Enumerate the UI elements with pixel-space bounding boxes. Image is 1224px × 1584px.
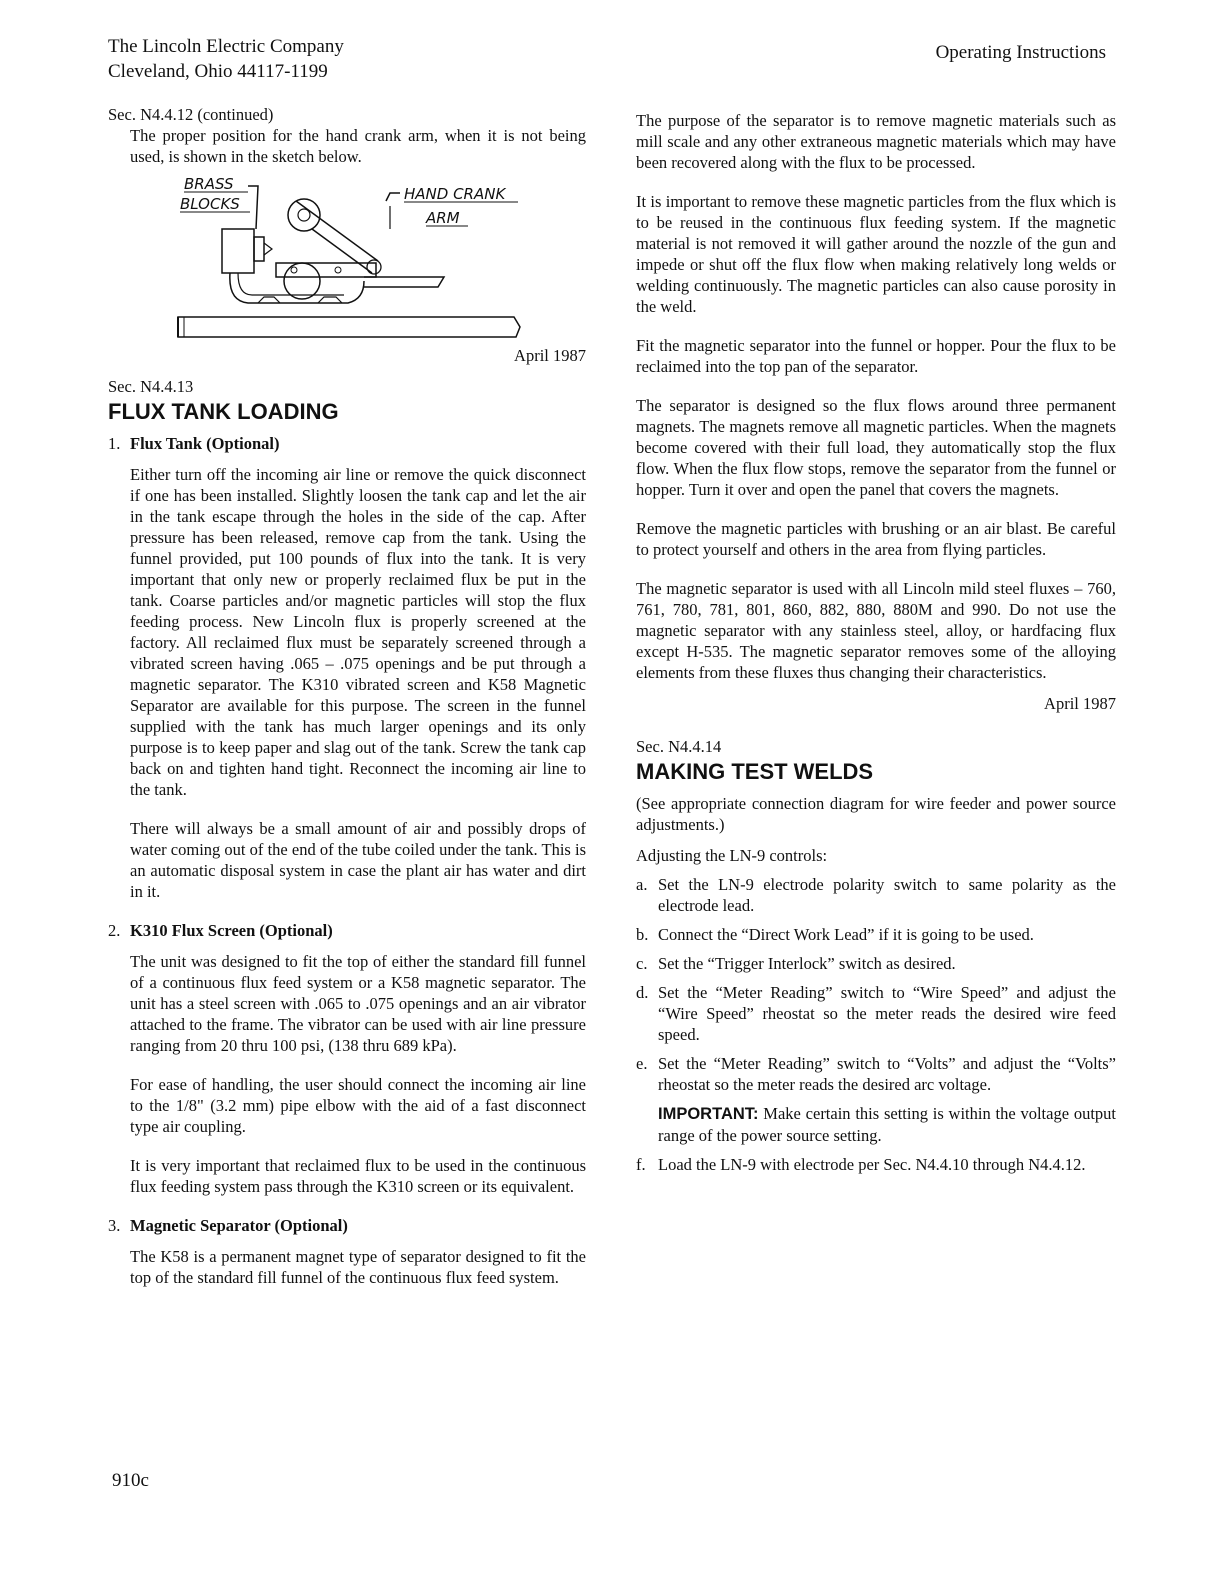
step-a-text: Set the LN-9 electrode polarity switch to same polarity as the electrode lead. — [658, 875, 1116, 915]
step-b-label: b. — [636, 925, 649, 944]
item-1-title: Flux Tank (Optional) — [130, 434, 280, 453]
item-1-number: 1. — [108, 434, 121, 453]
step-d-text: Set the “Meter Reading” switch to “Wire Speed” and adjust the “Wire Speed” rheostat so the meter reads the desired wire feed speed. — [658, 983, 1116, 1044]
item-k310-screen — [108, 920, 586, 941]
fit-separator-paragraph: Fit the magnetic separator into the funnel or hopper. Pour the flux to be reclaimed into the top pan of the separator. — [636, 336, 1116, 376]
step-d — [636, 982, 1116, 1045]
item-3-title: Magnetic Separator (Optional) — [130, 1216, 348, 1235]
step-b — [636, 924, 1116, 945]
item-2-number: 2. — [108, 921, 121, 940]
sketch-label-hand-crank: HAND CRANK — [404, 185, 506, 203]
step-e-label: e. — [636, 1054, 648, 1073]
important-text: Make certain this setting is within the voltage output range of the power source setting. — [658, 1104, 1116, 1145]
company-address: Cleveland, Ohio 44117-1199 — [108, 61, 328, 82]
step-f-text: Load the LN-9 with electrode per Sec. N4.4.10 through N4.4.12. — [658, 1155, 1086, 1174]
section-continued-label: Sec. N4.4.12 (continued) — [108, 105, 274, 124]
k310-paragraph-1: The unit was designed to fit the top of either the standard fill funnel of a continuous flux feed system or a K58 magnetic separator. The unit has a steel screen with .065 to .075 openings and an air vibrator attached to the frame. The vibrator can be used with air line pressure ranging from 20 thru 100 psi, (138 thru 689 kPa). — [130, 952, 586, 1055]
step-c — [636, 953, 1116, 974]
section-n4-4-14-label: Sec. N4.4.14 — [636, 737, 722, 756]
flux-tank-paragraph-1: Either turn off the incoming air line or remove the quick disconnect if one has been installed. Slightly loosen the tank cap and let the air in the tank escape through the holes in the side of the cap. After pressure has been released, remove cap from the tank. Using the funnel provided, put 100 pounds of flux into the tank. It is very important that only new or properly reclaimed flux be put in the tank. Coarse particles and/or magnetic particles will stop the flux feeding process. New Lincoln flux is properly screened at the factory. All reclaimed flux must be separately screened through a vibrated screen having .065 – .075 openings and be put through a magnetic separator. The K310 vibrated screen and K58 Magnetic Separator are available for this purpose. The screen in the funnel supplied with the tank has much larger openings and its only purpose is to keep paper and slag out of the tank. Screw the tank cap back on and tighten hand tight. Reconnect the incoming air line to the tank. — [130, 465, 586, 799]
important-note — [636, 1103, 1116, 1146]
k310-paragraph-2: For ease of handling, the user should connect the incoming air line to the 1/8" (3.2 mm) pipe elbow with the aid of a fast disconnect type air coupling. — [130, 1075, 586, 1136]
step-b-text: Connect the “Direct Work Lead” if it is going to be used. — [658, 925, 1034, 944]
adjusting-controls-label: Adjusting the LN-9 controls: — [636, 846, 828, 865]
doc-title: Operating Instructions — [935, 42, 1106, 63]
sketch-label-arm: ARM — [426, 209, 460, 227]
step-f — [636, 1154, 1116, 1175]
magnetic-particles-paragraph: It is important to remove these magnetic particles from the flux which is to be reused in the continuous flux feeding system. If the magnetic material is not removed it will gather around the nozzle of the gun and impede or shut off the flux flow when making relatively long welds or welding continuously. The magnetic particles can also cause porosity in the weld. — [636, 192, 1116, 316]
k310-paragraph-3: It is very important that reclaimed flux to be used in the continuous flux feeding system pass through the K310 screen or its equivalent. — [130, 1156, 586, 1196]
flux-tank-paragraph-2: There will always be a small amount of air and possibly drops of water coming out of the end of the tube coiled under the tank. This is an automatic disposal system in case the plant air has water and dirt in it. — [130, 819, 586, 901]
left-column — [108, 104, 586, 1288]
remove-particles-paragraph: Remove the magnetic particles with brushing or an air blast. Be careful to protect yourself and others in the area from flying particles. — [636, 519, 1116, 559]
item-magnetic-separator — [108, 1215, 586, 1236]
flux-tank-loading-heading: FLUX TANK LOADING — [108, 399, 339, 424]
step-a-label: a. — [636, 875, 648, 894]
magnetic-separator-paragraph-1: The K58 is a permanent magnet type of separator designed to fit the top of the standard fill funnel of the continuous flux feed system. — [130, 1247, 586, 1287]
company-name: The Lincoln Electric Company — [108, 36, 344, 57]
sketch-label-blocks: BLOCKS — [180, 195, 240, 213]
separator-design-paragraph: The separator is designed so the flux flows around three permanent magnets. The magnets remove all magnetic particles. When the magnets become covered with their full load, they automatically stop the flux flow. When the flux flow stops, remove the separator from the funnel or hopper. Turn it over and open the panel that covers the magnets. — [636, 396, 1116, 499]
step-c-label: c. — [636, 954, 648, 973]
hand-crank-sketch — [168, 171, 528, 341]
item-2-title: K310 Flux Screen (Optional) — [130, 921, 333, 940]
item-flux-tank — [108, 433, 586, 454]
step-e — [636, 1053, 1116, 1095]
connection-diagram-note: (See appropriate connection diagram for wire feeder and power source adjustments.) — [636, 794, 1116, 834]
date-april-1987-left: April 1987 — [514, 346, 586, 365]
step-d-label: d. — [636, 983, 649, 1002]
step-e-text: Set the “Meter Reading” switch to “Volts” and adjust the “Volts” rheostat so the meter reads the desired arc voltage. — [658, 1054, 1116, 1094]
making-test-welds-heading: MAKING TEST WELDS — [636, 759, 874, 784]
date-april-1987-right: April 1987 — [1044, 694, 1116, 713]
sketch-label-brass: BRASS — [184, 175, 234, 193]
continued-text: The proper position for the hand crank arm, when it is not being used, is shown in the sketch below. — [130, 126, 586, 166]
item-3-number: 3. — [108, 1216, 121, 1235]
step-f-label: f. — [636, 1155, 646, 1174]
step-c-text: Set the “Trigger Interlock” switch as desired. — [658, 954, 956, 973]
important-label: IMPORTANT: — [658, 1105, 759, 1123]
fluxes-paragraph: The magnetic separator is used with all Lincoln mild steel fluxes – 760, 761, 780, 781, 801, 860, 882, 880, 880M and 990. Do not use the magnetic separator with any stainless steel, alloy, or hardfacing flux except H-535. The magnetic separator removes some of the alloying elements from these fluxes thus changing their characteristics. — [636, 579, 1116, 682]
right-column — [636, 104, 1116, 1175]
separator-purpose-paragraph: The purpose of the separator is to remove magnetic materials such as mill scale and any other extraneous magnetic materials which may have been recovered along with the flux to be processed. — [636, 111, 1116, 172]
step-a — [636, 874, 1116, 916]
company-header — [108, 34, 344, 84]
page-number: 910c — [112, 1470, 149, 1491]
section-n4-4-13-label: Sec. N4.4.13 — [108, 377, 194, 396]
